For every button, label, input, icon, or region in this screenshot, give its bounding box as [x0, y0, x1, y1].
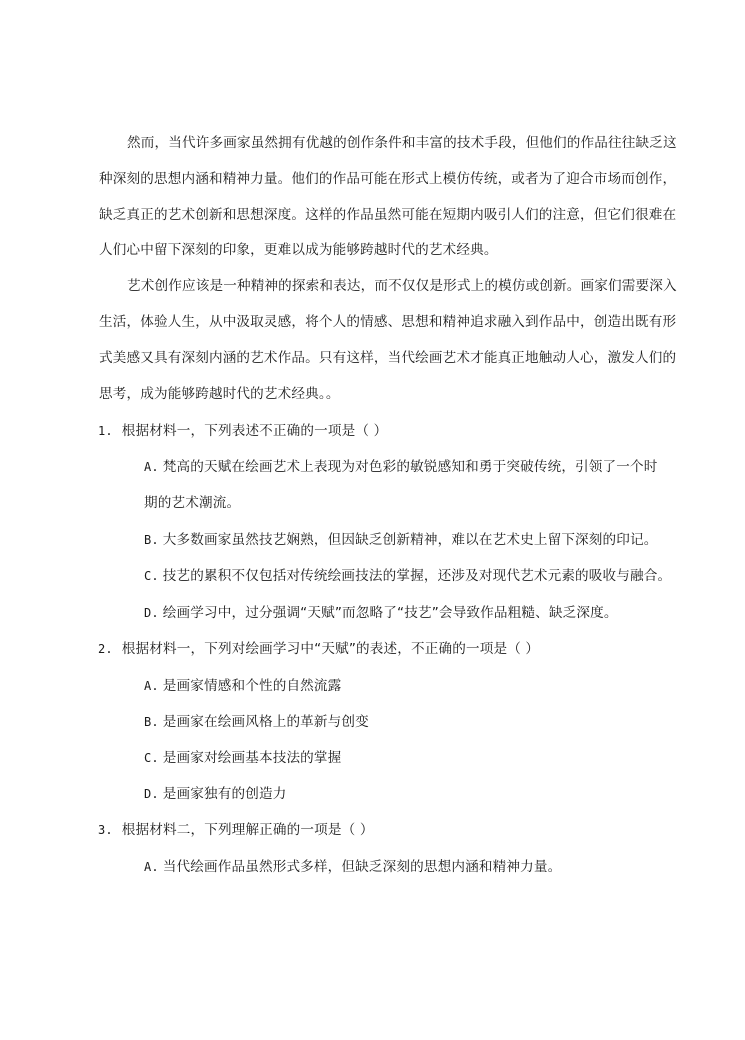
question-1-text: 根据材料一，下列表述不正确的一项是（ ） [121, 423, 388, 439]
question-1-option-c [144, 566, 671, 586]
question-2-option-c [144, 748, 341, 768]
question-2-option-d [144, 784, 286, 804]
option-label: B. [144, 715, 159, 729]
paragraph-1-line-1: 然而，当代许多画家虽然拥有优越的创作条件和丰富的技术手段，但他们的作品往往缺乏这 [127, 135, 677, 151]
question-1-stem [98, 421, 387, 441]
paragraph-2-line-4: 思考，成为能够跨越时代的艺术经典。。 [99, 386, 340, 402]
paragraph-1-line-4: 人们心中留下深刻的印象，更难以成为能够跨越时代的艺术经典。 [99, 242, 498, 258]
question-1-option-d [144, 603, 618, 623]
option-text: 当代绘画作品虽然形式多样，但缺乏深刻的思想内涵和精神力量。 [162, 859, 562, 875]
option-label: B. [144, 533, 159, 547]
question-1-option-a-continued: 期的艺术潮流。 [144, 495, 241, 511]
question-1-option-b [144, 530, 658, 550]
option-text: 是画家在绘画风格上的革新与创变 [162, 714, 369, 730]
question-1-number: 1. [98, 424, 113, 438]
question-2-number: 2. [98, 642, 113, 656]
option-text: 是画家情感和个性的自然流露 [162, 678, 342, 694]
option-label: C. [144, 751, 159, 765]
paragraph-2-line-1: 艺术创作应该是一种精神的探索和表达，而不仅仅是形式上的模仿或创新。画家们需要深入 [127, 278, 677, 294]
paragraph-2-line-3: 式美感又具有深刻内涵的艺术作品。只有这样，当代绘画艺术才能真正地触动人心，激发人们的 [99, 350, 677, 366]
paragraph-2-line-2: 生活，体验人生，从中汲取灵感，将个人的情感、思想和精神追求融入到作品中，创造出既有形 [99, 314, 677, 330]
question-2-text: 根据材料一，下列对绘画学习中“天赋”的表述，不正确的一项是（ ） [121, 641, 540, 657]
option-text: 大多数画家虽然技艺娴熟，但因缺乏创新精神，难以在艺术史上留下深刻的印记。 [162, 532, 658, 548]
option-label: A. [144, 679, 159, 693]
question-3-number: 3. [98, 823, 113, 837]
question-1-option-a [144, 457, 658, 477]
question-2-stem [98, 639, 539, 659]
option-label: C. [144, 569, 159, 583]
option-text: 是画家独有的创造力 [162, 786, 287, 802]
option-label: D. [144, 606, 159, 620]
option-text: 技艺的累积不仅包括对传统绘画技法的掌握，还涉及对现代艺术元素的吸收与融合。 [162, 568, 672, 584]
option-text: 梵高的天赋在绘画艺术上表现为对色彩的敏锐感知和勇于突破传统，引领了一个时 [162, 459, 658, 475]
option-text: 绘画学习中，过分强调“天赋”而忽略了“技艺”会导致作品粗糙、缺乏深度。 [162, 605, 618, 621]
question-3-option-a [144, 857, 561, 877]
option-text: 是画家对绘画基本技法的掌握 [162, 750, 342, 766]
option-label: D. [144, 787, 159, 801]
question-3-text: 根据材料二，下列理解正确的一项是（ ） [121, 822, 374, 838]
question-2-option-b [144, 712, 369, 732]
paragraph-1-line-3: 缺乏真正的艺术创新和思想深度。这样的作品虽然可能在短期内吸引人们的注意，但它们很难在 [99, 207, 677, 223]
question-2-option-a [144, 676, 341, 696]
option-label: A. [144, 860, 159, 874]
option-label: A. [144, 460, 159, 474]
paragraph-1-line-2: 种深刻的思想内涵和精神力量。他们的作品可能在形式上模仿传统，或者为了迎合市场而创作， [99, 171, 677, 187]
question-3-stem [98, 820, 374, 840]
